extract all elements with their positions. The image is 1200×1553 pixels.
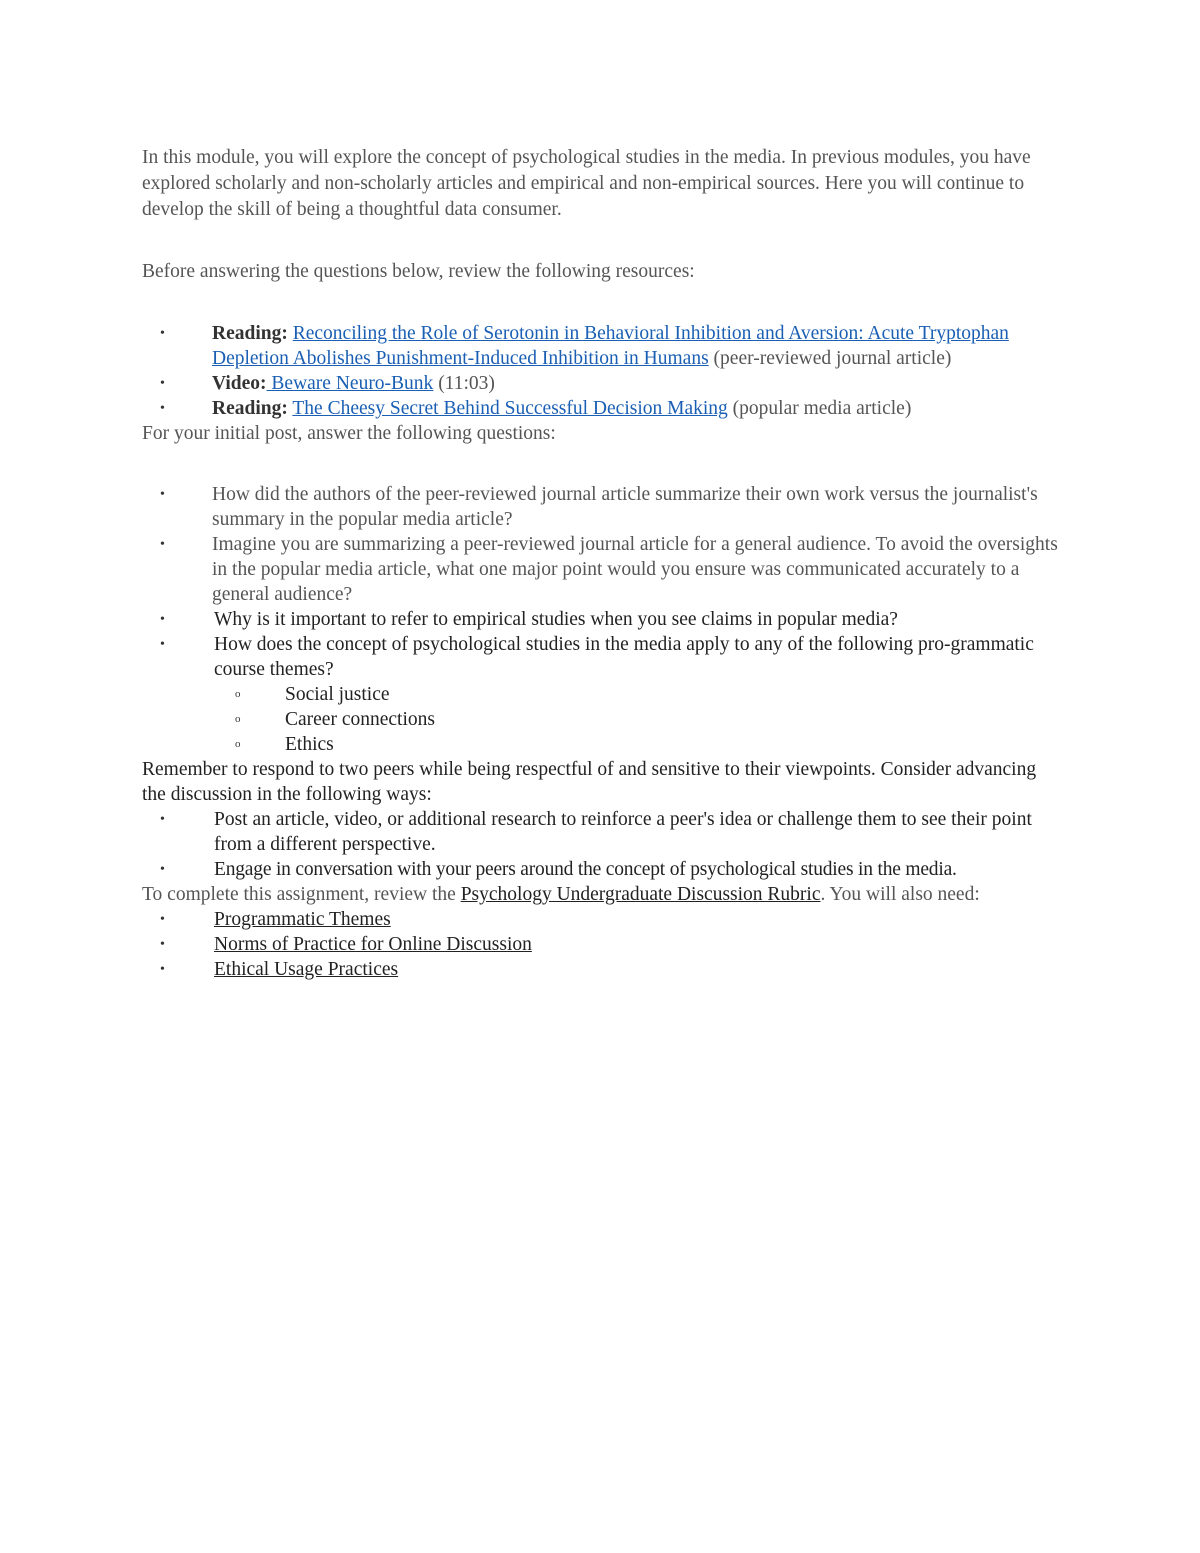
resource-item bbox=[142, 371, 1062, 396]
peer-response-item bbox=[142, 857, 1062, 882]
bullet-icon: • bbox=[160, 812, 165, 827]
question-text: How did the authors of the peer-reviewed journal article summarize their own work versus the journalist's summary in the popular media article? bbox=[212, 484, 1038, 530]
completion-text-before: To complete this assignment, review the bbox=[142, 884, 461, 905]
peer-response-text: Engage in conversation with your peers around the concept of psychological studies in the media. bbox=[214, 859, 957, 880]
needs-item bbox=[142, 957, 1062, 982]
bullet-icon: • bbox=[160, 962, 165, 977]
peer-response-item bbox=[142, 807, 1062, 857]
serotonin-article-link[interactable]: Reconciling the Role of Serotonin in Behavioral Inhibition and Aversion: Acute Tryptophan Depletion Abolishes Punishment-Induced Inhibition in Humans bbox=[212, 323, 1009, 369]
theme-text: Social justice bbox=[285, 684, 390, 705]
intro-paragraph: In this module, you will explore the concept of psychological studies in the media. In previous modules, you have explored scholarly and non-scholarly articles and empirical and non-empirical sources. Here you will continue to develop the skill of being a thoughtful data consumer. bbox=[142, 147, 1031, 220]
theme-list bbox=[142, 682, 1062, 757]
resource-type-label: Reading: bbox=[212, 398, 288, 419]
theme-text: Ethics bbox=[285, 734, 334, 755]
question-item bbox=[142, 482, 1062, 532]
needs-item bbox=[142, 932, 1062, 957]
peer-response-text: Post an article, video, or additional research to reinforce a peer's idea or challenge them to see their point from a different perspective. bbox=[214, 809, 1032, 855]
neuro-bunk-video-link[interactable]: Beware Neuro-Bunk bbox=[266, 373, 434, 394]
bullet-icon: • bbox=[160, 612, 165, 627]
programmatic-themes-link[interactable]: Programmatic Themes bbox=[214, 909, 391, 930]
peer-response-list bbox=[142, 807, 1062, 882]
sub-bullet-icon: o bbox=[235, 688, 241, 700]
sub-bullet-icon: o bbox=[235, 738, 241, 750]
discussion-rubric-link[interactable]: Psychology Undergraduate Discussion Rubric bbox=[460, 884, 821, 905]
question-item bbox=[142, 632, 1062, 757]
bullet-icon: • bbox=[160, 937, 165, 952]
theme-item bbox=[142, 732, 1062, 757]
question-list-continued bbox=[142, 607, 1062, 757]
completion-text-after: . You will also need: bbox=[820, 884, 980, 905]
question-item bbox=[142, 607, 1062, 632]
theme-item bbox=[142, 682, 1062, 707]
resource-type-label: Video: bbox=[212, 373, 267, 394]
completion-instructions bbox=[142, 882, 1062, 907]
question-list bbox=[142, 482, 1062, 607]
theme-item bbox=[142, 707, 1062, 732]
norms-of-practice-link[interactable]: Norms of Practice for Online Discussion bbox=[214, 934, 532, 955]
resource-note: (peer-reviewed journal article) bbox=[708, 348, 952, 369]
resource-type-label: Reading: bbox=[212, 323, 288, 344]
resource-note: (popular media article) bbox=[727, 398, 912, 419]
peer-response-prompt: Remember to respond to two peers while being respectful of and sensitive to their viewpoints. Consider advancing the discussion in the following ways: bbox=[142, 759, 1037, 805]
review-prompt: Before answering the questions below, review the following resources: bbox=[142, 261, 695, 282]
bullet-icon: • bbox=[160, 862, 165, 877]
bullet-icon: • bbox=[160, 637, 165, 652]
resource-note: (11:03) bbox=[433, 373, 495, 394]
resource-item bbox=[142, 396, 1062, 421]
bullet-icon: • bbox=[160, 487, 165, 502]
resource-list bbox=[142, 321, 1062, 421]
question-text: Imagine you are summarizing a peer-reviewed journal article for a general audience. To avoid the oversights in the popular media article, what one major point would you ensure was communicated accurately to a general audience? bbox=[212, 534, 1058, 605]
question-item bbox=[142, 532, 1062, 607]
bullet-icon: • bbox=[160, 912, 165, 927]
bullet-icon: • bbox=[160, 401, 165, 416]
sub-bullet-icon: o bbox=[235, 713, 241, 725]
cheesy-secret-article-link[interactable]: The Cheesy Secret Behind Successful Decision Making bbox=[292, 398, 728, 419]
bullet-icon: • bbox=[160, 376, 165, 391]
document-body bbox=[142, 145, 1062, 982]
needs-list bbox=[142, 907, 1062, 982]
bullet-icon: • bbox=[160, 537, 165, 552]
needs-item bbox=[142, 907, 1062, 932]
ethical-usage-link[interactable]: Ethical Usage Practices bbox=[214, 959, 399, 980]
theme-text: Career connections bbox=[285, 709, 435, 730]
bullet-icon: • bbox=[160, 326, 165, 341]
resource-item bbox=[142, 321, 1062, 371]
question-text: Why is it important to refer to empirical studies when you see claims in popular media? bbox=[214, 609, 898, 630]
initial-post-prompt: For your initial post, answer the following questions: bbox=[142, 423, 556, 444]
question-text: How does the concept of psychological studies in the media apply to any of the following pro-grammatic course themes? bbox=[214, 634, 1034, 680]
